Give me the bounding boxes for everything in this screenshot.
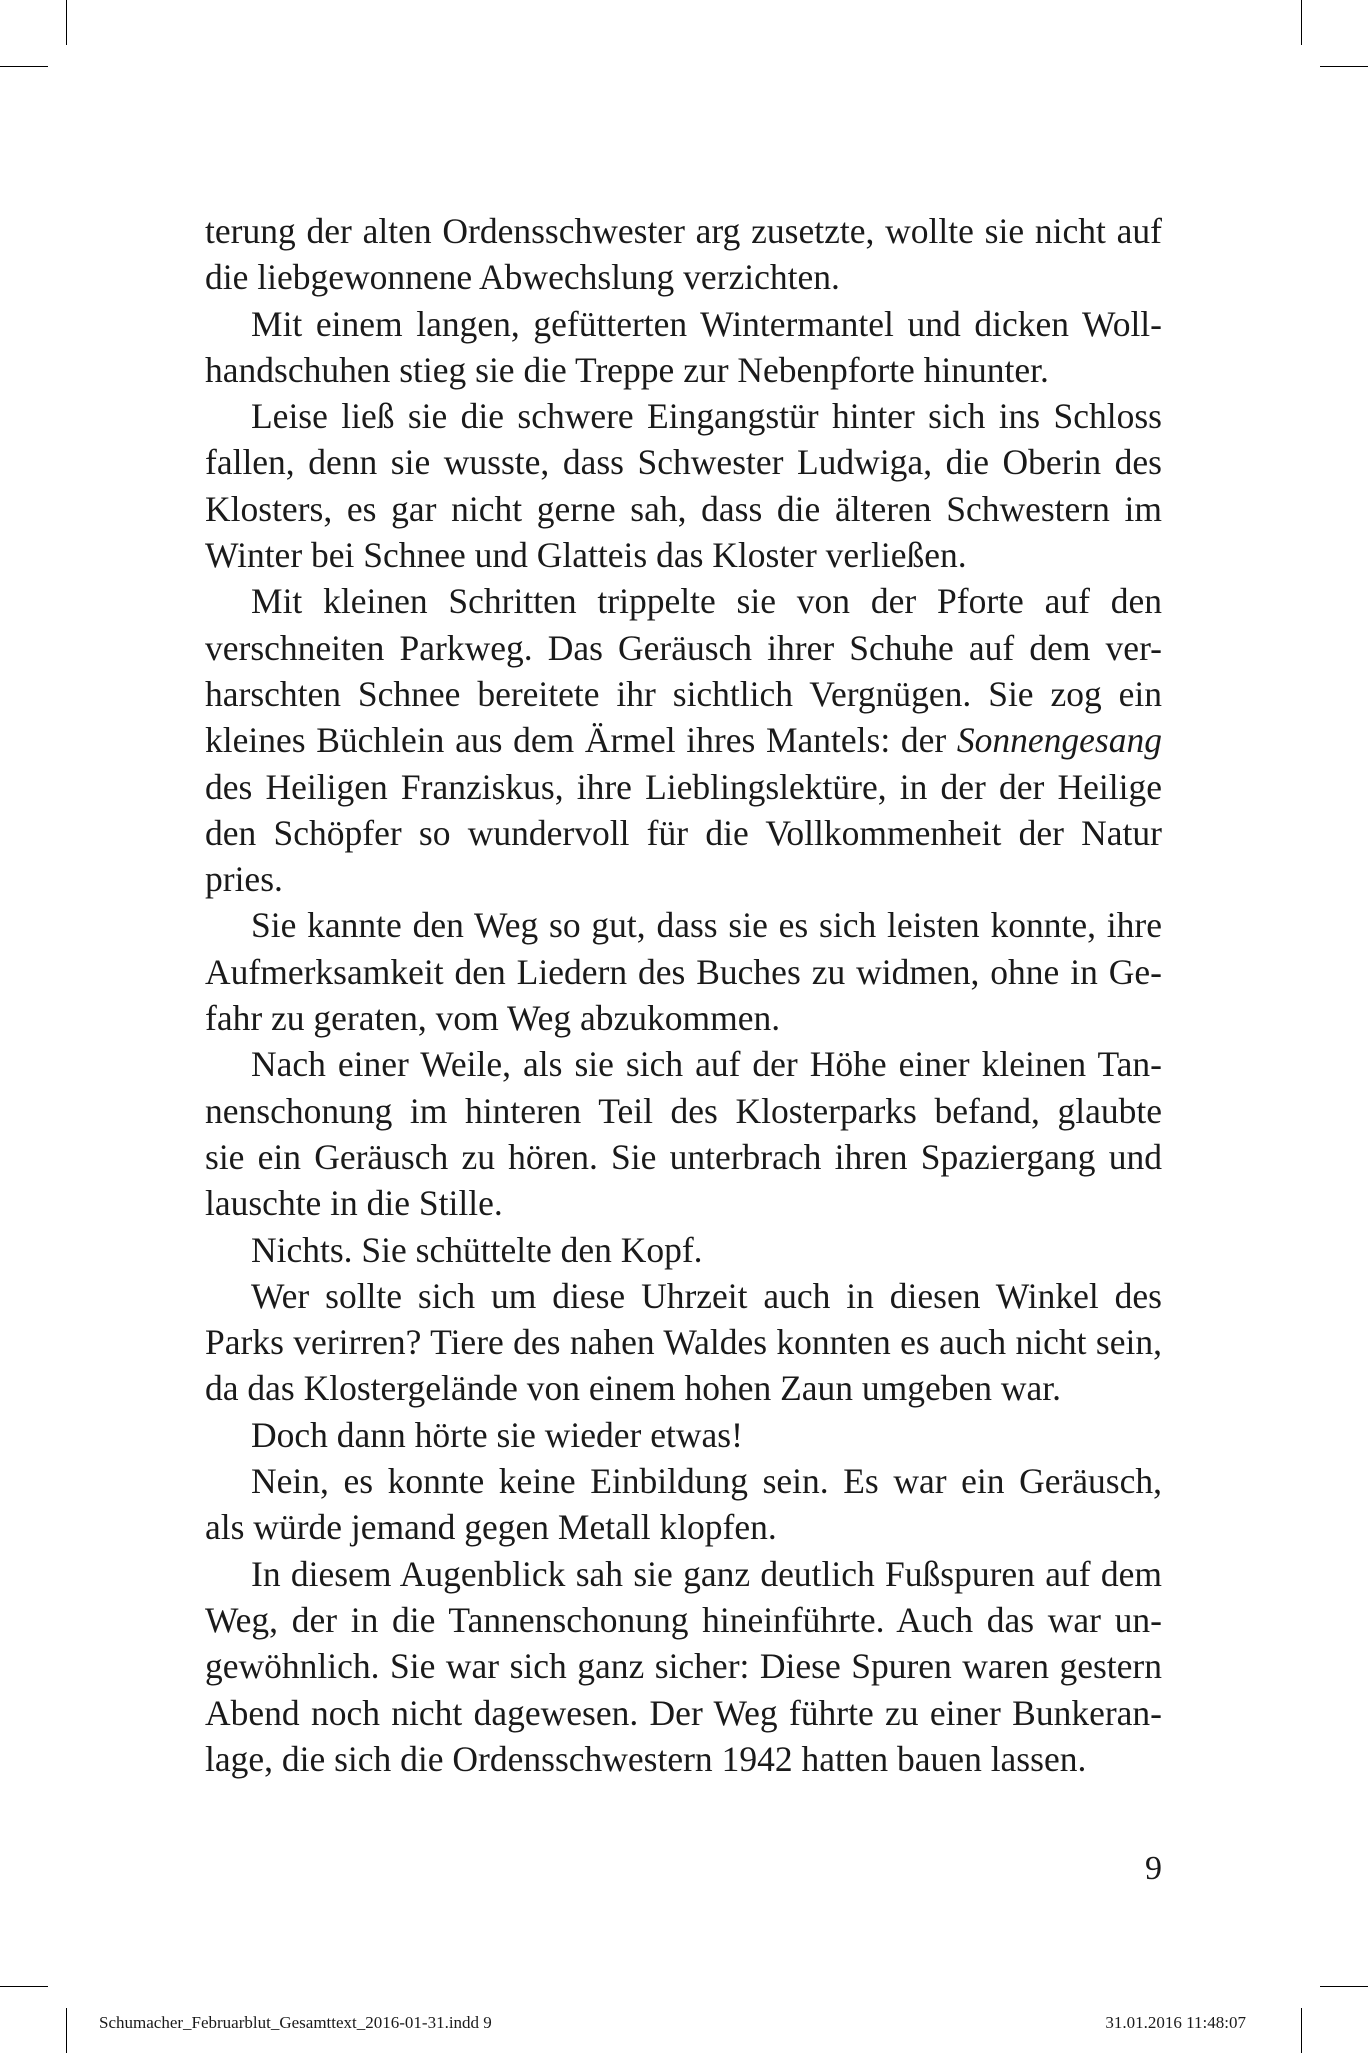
- text-fragment: hatten bauen lassen.: [801, 1738, 1087, 1779]
- text-line: Mit einem langen, gefütterten Wintermantel und dicken Woll-: [251, 303, 1162, 344]
- text-line: als würde jemand gegen Metall klopfen.: [205, 1507, 777, 1548]
- text-line: Leise ließ sie die schwere Eingangstür hinter sich ins Schloss: [251, 396, 1162, 437]
- crop-mark: [1301, 2008, 1302, 2053]
- crop-mark: [0, 1986, 48, 1987]
- book-title: Sonnengesang: [956, 720, 1162, 761]
- text-line: Sie kannte den Weg so gut, dass sie es sich leisten konnte, ihre: [251, 905, 1162, 946]
- text-line: Nach einer Weile, als sie sich auf der Höhe einer kleinen Tan-: [251, 1044, 1162, 1085]
- page-number: 9: [1145, 1850, 1162, 1887]
- text-line: Abend noch nicht dagewesen. Der Weg führte zu einer Bunkeran-: [205, 1692, 1162, 1733]
- text-line: [205, 717, 1162, 763]
- text-line: den Schöpfer so wundervoll für die Vollkommenheit der Natur: [205, 812, 1162, 853]
- text-line: sie ein Geräusch zu hören. Sie unterbrach ihren Spaziergang und: [205, 1136, 1162, 1177]
- crop-mark: [1320, 66, 1368, 67]
- text-line: verschneiten Parkweg. Das Geräusch ihrer Schuhe auf dem ver-: [205, 627, 1162, 668]
- text-line: terung der alten Ordensschwester arg zusetzte, wollte sie nicht auf: [205, 211, 1162, 251]
- text-line: die liebgewonnene Abwechslung verzichten.: [205, 257, 840, 298]
- text-line: [205, 1736, 1162, 1782]
- text-line: Wer sollte sich um diese Uhrzeit auch in diesen Winkel des: [251, 1275, 1162, 1316]
- text-line: Parks verirren? Tiere des nahen Waldes konnten es auch nicht sein,: [205, 1322, 1162, 1363]
- crop-mark: [1320, 1986, 1368, 1987]
- text-line: In diesem Augenblick sah sie ganz deutlich Fußspuren auf dem: [251, 1553, 1162, 1594]
- text-line: Nein, es konnte keine Einbildung sein. Es war ein Geräusch,: [251, 1461, 1162, 1502]
- slug-filename: Schumacher_Februarblut_Gesamttext_2016-01-31.indd 9: [99, 2013, 492, 2032]
- body-text: [205, 208, 1162, 1782]
- text-line: Doch dann hörte sie wieder etwas!: [251, 1414, 743, 1455]
- text-line: Winter bei Schnee und Glatteis das Kloster verließen.: [205, 535, 967, 576]
- crop-mark: [1301, 0, 1302, 45]
- text-line: handschuhen stieg sie die Treppe zur Nebenpforte hinunter.: [205, 349, 1049, 390]
- text-line: fahr zu geraten, vom Weg abzukommen.: [205, 998, 781, 1039]
- crop-mark: [0, 66, 48, 67]
- text-line: Nichts. Sie schüttelte den Kopf.: [251, 1229, 703, 1270]
- text-line: lauschte in die Stille.: [205, 1183, 503, 1224]
- text-line: des Heiligen Franziskus, ihre Lieblingslektüre, in der der Heilige: [205, 766, 1162, 807]
- crop-mark: [66, 0, 67, 45]
- text-line: Mit kleinen Schritten trippelte sie von der Pforte auf den: [251, 581, 1162, 622]
- text-line: da das Klostergelände von einem hohen Zaun umgeben war.: [205, 1368, 1062, 1409]
- text-line: pries.: [205, 859, 283, 900]
- text-line: Weg, der in die Tannenschonung hineinführte. Auch das war un-: [205, 1599, 1162, 1640]
- crop-mark: [66, 2008, 67, 2053]
- text-line: Klosters, es gar nicht gerne sah, dass die älteren Schwestern im: [205, 488, 1162, 529]
- text-line: nenschonung im hinteren Teil des Klosterparks befand, glaubte: [205, 1090, 1162, 1131]
- text-line: harschten Schnee bereitete ihr sichtlich Vergnügen. Sie zog ein: [205, 673, 1162, 714]
- text-line: fallen, denn sie wusste, dass Schwester Ludwiga, die Oberin des: [205, 442, 1162, 483]
- text-fragment: kleines Büchlein aus dem Ärmel ihres Mantels: der: [205, 720, 947, 761]
- slug-datetime: 31.01.2016 11:48:07: [1105, 2013, 1246, 2032]
- text-line: Aufmerksamkeit den Liedern des Buches zu widmen, ohne in Ge-: [205, 951, 1162, 992]
- text-fragment: lage, die sich die Ordensschwestern: [205, 1738, 713, 1779]
- year: 1942: [721, 1738, 793, 1779]
- text-line: gewöhnlich. Sie war sich ganz sicher: Diese Spuren waren gestern: [205, 1646, 1162, 1687]
